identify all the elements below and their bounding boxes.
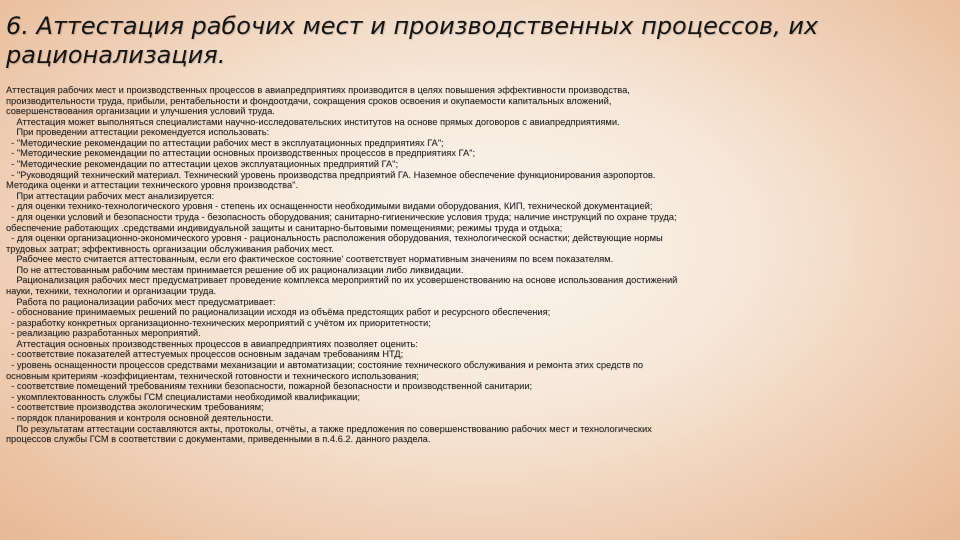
body-line: - укомплектованность службы ГСМ специалистами необходимой квалификации; [6,391,360,402]
body-line: При аттестации рабочих мест анализируется: [6,190,215,201]
body-line: Рационализация рабочих мест предусматривает проведение комплекса мероприятий по их усовершенствованию на основе использования достижений [6,275,678,286]
body-line: Работа по рационализации рабочих мест предусматривает: [6,296,276,307]
body-line: основным критериям -коэффициентам, технической готовности и технического использования; [6,370,419,381]
body-line: Аттестация может выполняться специалистами научно-исследовательских институтов на основе прямых договоров с авиапредприятиями. [6,116,620,127]
body-line: - обоснование принимаемых решений по рационализации исходя из объёма предстоящих работ и ресурсного обеспечения; [6,307,551,318]
slide-body-text [6,85,950,445]
body-line: По не аттестованным рабочим местам принимается решение об их рационализации либо ликвидации. [6,264,464,275]
body-line: - реализацию разработанных мероприятий. [6,328,201,339]
body-line: - уровень оснащенности процессов средствами механизации и автоматизации; состояние технического обслуживания и ремонта этих средств по [6,360,644,371]
body-line: - для оценки условий и безопасности труда - безопасность оборудования; санитарно-гигиенические условия труда; наличие инструкций по охране труда; [6,211,677,222]
body-line: - соответствие производства экологическим требованиям; [6,402,264,413]
body-line: науки, техники, технологии и организации труда. [6,285,217,296]
body-line: трудовых затрат; эффективность организации обслуживания рабочих мест. [6,243,334,254]
body-line: Методика оценки и аттестации технического уровня производства". [6,180,299,191]
body-line: - "Методические рекомендации по аттестации рабочих мест в эксплуатационных предприятиях ГА"; [6,137,444,148]
body-line: обеспечение работающих .средствами индивидуальной защиты и санитарно-бытовыми помещениями; режимы труда и отдыха; [6,222,563,233]
body-line: процессов службы ГСМ в соответствии с документами, приведенными в п.4.6.2. данного раздела. [6,434,431,445]
body-line: совершенствования организации и улучшения условий труда. [6,106,275,117]
body-line: Рабочее место считается аттестованным, если его фактическое состояние' соответствует нормативным значениям по всем показателям. [6,254,614,265]
body-line: - "Методические рекомендации по аттестации цехов эксплуатационных предприятий ГА"; [6,159,399,170]
body-line: - соответствие показателей аттестуемых процессов основным задачам требованиям НТД; [6,349,404,360]
body-line: Аттестация рабочих мест и производственных процессов в авиапредприятиях производится в целях повышения эффективности производства, [6,85,630,95]
body-line: Аттестация основных производственных процессов в авиапредприятиях позволяет оценить: [6,338,418,349]
body-line: - "Руководящий технический материал. Технический уровень производства предприятий ГА. Наземное обеспечение функционирования аэропортов. [6,169,656,180]
body-line: - для оценки технико-технологического уровня - степень их оснащенности необходимыми видами оборудования, КИП, технической документацией; [6,201,653,212]
body-line: - "Методические рекомендации по аттестации основных производственных процессов в предприятиях ГА"; [6,148,476,159]
body-line: По результатам аттестации составляются акты, протоколы, отчёты, а также предложения по совершенствованию рабочих мест и технологических [6,423,652,434]
body-line: - соответствие помещений требованиям техники безопасности, пожарной безопасности и производственной санитарии; [6,381,533,392]
body-line: При проведении аттестации рекомендуется использовать: [6,127,270,138]
body-line: - разработку конкретных организационно-технических мероприятий с учётом их приоритетности; [6,317,431,328]
body-line: - порядок планирования и контроля основной деятельности. [6,412,274,423]
body-line: производительности труда, прибыли, рентабельности и фондоотдачи, сокращения сроков освоения и окупаемости капитальных вложений, [6,95,612,106]
body-line: - для оценки организационно-экономического уровня - рациональность расположения оборудования, технологической оснастки; действующие нормы [6,233,663,244]
slide-title: 6. Аттестация рабочих мест и производственных процессов, их рационализация. [6,12,819,69]
